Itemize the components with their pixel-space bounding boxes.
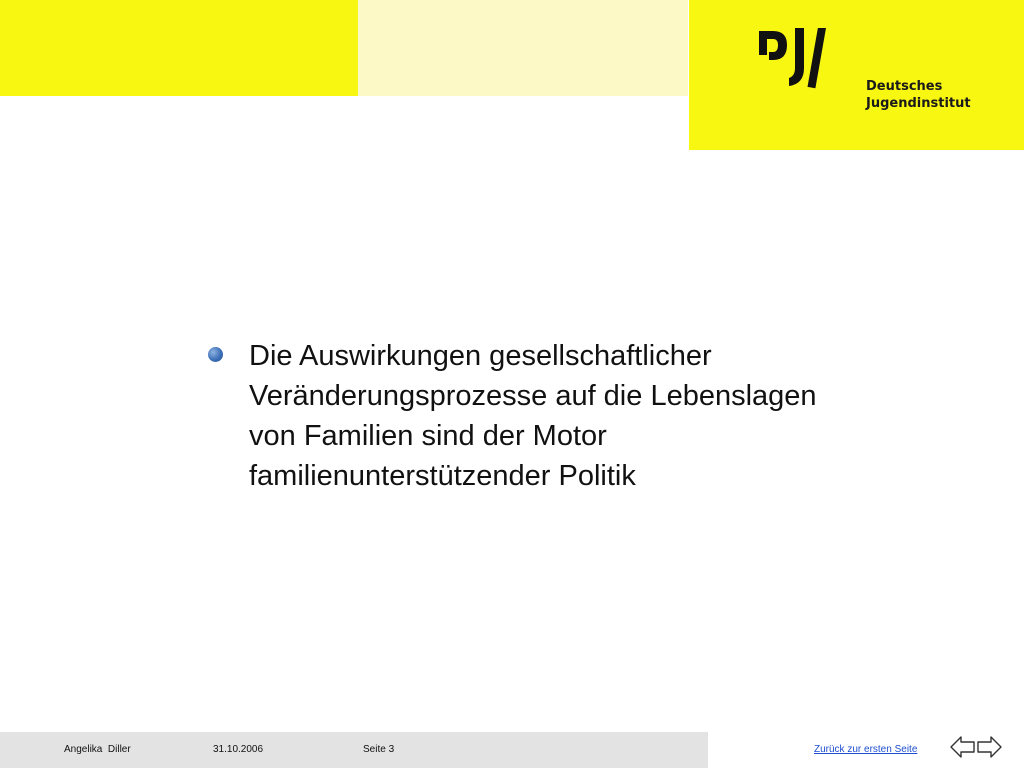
logo-name-line2: Jugendinstitut [866, 96, 971, 111]
arrow-right-icon[interactable] [976, 733, 1002, 761]
footer-page-number: Seite 3 [363, 744, 395, 755]
bullet-text [249, 336, 928, 496]
arrow-left-icon[interactable] [950, 733, 976, 761]
bullet-line: Die Auswirkungen gesellschaftlicher [249, 340, 712, 372]
slide-navigation [950, 733, 1002, 761]
footer-date: 31.10.2006 [213, 744, 264, 755]
header-band-pale [358, 0, 688, 96]
bullet-line: familienunterstützender Politik [249, 460, 636, 492]
footer-author: Angelika Diller [64, 744, 131, 755]
back-to-first-slide-link[interactable]: Zurück zur ersten Seite [814, 744, 918, 755]
logo-wordmark [866, 78, 971, 112]
bullet-item [208, 336, 928, 496]
footer-bar [0, 732, 708, 768]
header-band-yellow [0, 0, 358, 96]
logo-block [689, 0, 1024, 150]
slide-content [208, 336, 928, 496]
logo-name-line1: Deutsches [866, 79, 943, 94]
round-bullet-icon [208, 347, 223, 362]
bullet-line: von Familien sind der Motor [249, 420, 607, 452]
dji-logo-icon [759, 28, 849, 92]
bullet-line: Veränderungsprozesse auf die Lebenslagen [249, 380, 817, 412]
